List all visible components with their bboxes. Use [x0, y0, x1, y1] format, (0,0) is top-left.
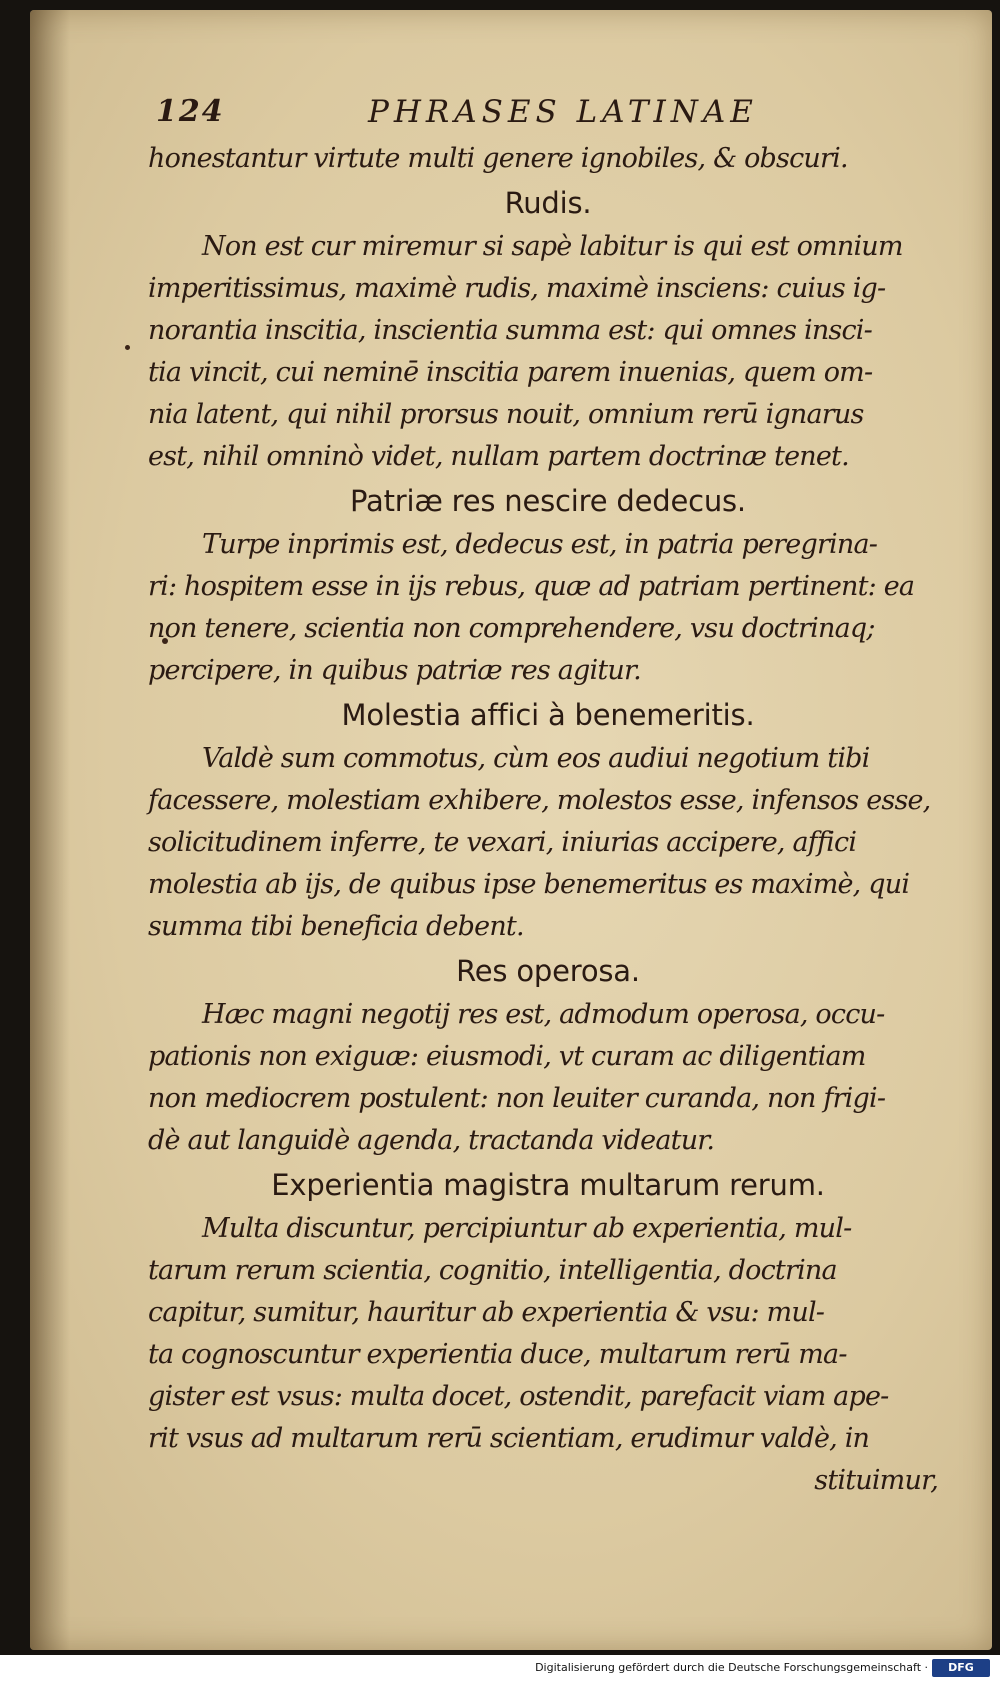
page-number: 124 — [156, 94, 225, 129]
text-block — [148, 92, 948, 1502]
text-line: pationis non exiguæ: eiusmodi, vt curam ac diligentiam — [148, 1041, 866, 1072]
text-line: norantia inscitia, inscientia summa est: qui omnes insci- — [148, 315, 872, 346]
text-line: rit vsus ad multarum rerū scientiam, erudimur valdè, in — [148, 1423, 870, 1454]
text-line: Non est cur miremur si sapè labitur is qui est omnium — [202, 231, 903, 262]
dfg-logo: DFG — [932, 1659, 990, 1677]
text-line: est, nihil omninò videt, nullam partem doctrinæ tenet. — [148, 441, 849, 472]
text-line: molestia ab ijs, de quibus ipse benemeritus es maximè, qui — [148, 869, 910, 900]
text-line: Multa discuntur, percipiuntur ab experientia, mul- — [202, 1213, 852, 1244]
text-line: capitur, sumitur, hauritur ab experientia & vsu: mul- — [148, 1297, 825, 1328]
text-line: stituimur, — [814, 1465, 938, 1496]
text-line: gister est vsus: multa docet, ostendit, parefacit viam ape- — [148, 1381, 889, 1412]
text-line: honestantur virtute multi genere ignobiles, & obscuri. — [148, 143, 848, 174]
text-line: Hæc magni negotij res est, admodum operosa, occu- — [202, 999, 885, 1030]
text-line: summa tibi beneficia debent. — [148, 911, 524, 942]
text-line: ta cognoscuntur experientia duce, multarum rerū ma- — [148, 1339, 847, 1370]
body-text — [148, 138, 948, 1502]
margin-ink-mark — [125, 345, 130, 350]
text-line: Turpe inprimis est, dedecus est, in patria peregrina- — [202, 529, 878, 560]
page-gutter-shadow — [30, 10, 70, 1650]
running-title: PHRASES LATINAE — [368, 94, 758, 130]
text-line: solicitudinem inferre, te vexari, iniurias accipere, affici — [148, 827, 857, 858]
text-line: tia vincit, cui neminē inscitia parem inuenias, quem om- — [148, 357, 873, 388]
text-line: nia latent, qui nihil prorsus nouit, omnium rerū ignarus — [148, 399, 864, 430]
text-line: tarum rerum scientia, cognitio, intelligentia, doctrina — [148, 1255, 837, 1286]
text-line: dè aut languidè agenda, tractanda videatur. — [148, 1125, 715, 1156]
text-line: ri: hospitem esse in ijs rebus, quæ ad patriam pertinent: ea — [148, 571, 915, 602]
footer-bar — [0, 1655, 1000, 1682]
text-line: non mediocrem postulent: non leuiter curanda, non frigi- — [148, 1083, 886, 1114]
text-line: imperitissimus, maximè rudis, maximè insciens: cuius ig- — [148, 273, 886, 304]
section-heading: Res operosa. — [456, 954, 640, 988]
section-heading: Rudis. — [504, 186, 592, 220]
running-head — [148, 92, 948, 138]
footer-credit: Digitalisierung gefördert durch die Deutsche Forschungsgemeinschaft · — [535, 1661, 928, 1674]
section-heading: Patriæ res nescire dedecus. — [350, 484, 746, 518]
section-heading: Molestia affici à benemeritis. — [341, 698, 755, 732]
section-heading: Experientia magistra multarum rerum. — [271, 1168, 825, 1202]
text-line: percipere, in quibus patriæ res agitur. — [148, 655, 641, 686]
text-line: non tenere, scientia non comprehendere, vsu doctrinaq; — [148, 613, 875, 644]
text-line: facessere, molestiam exhibere, molestos esse, infensos esse, — [148, 785, 931, 816]
text-line: Valdè sum commotus, cùm eos audiui negotium tibi — [202, 743, 870, 774]
